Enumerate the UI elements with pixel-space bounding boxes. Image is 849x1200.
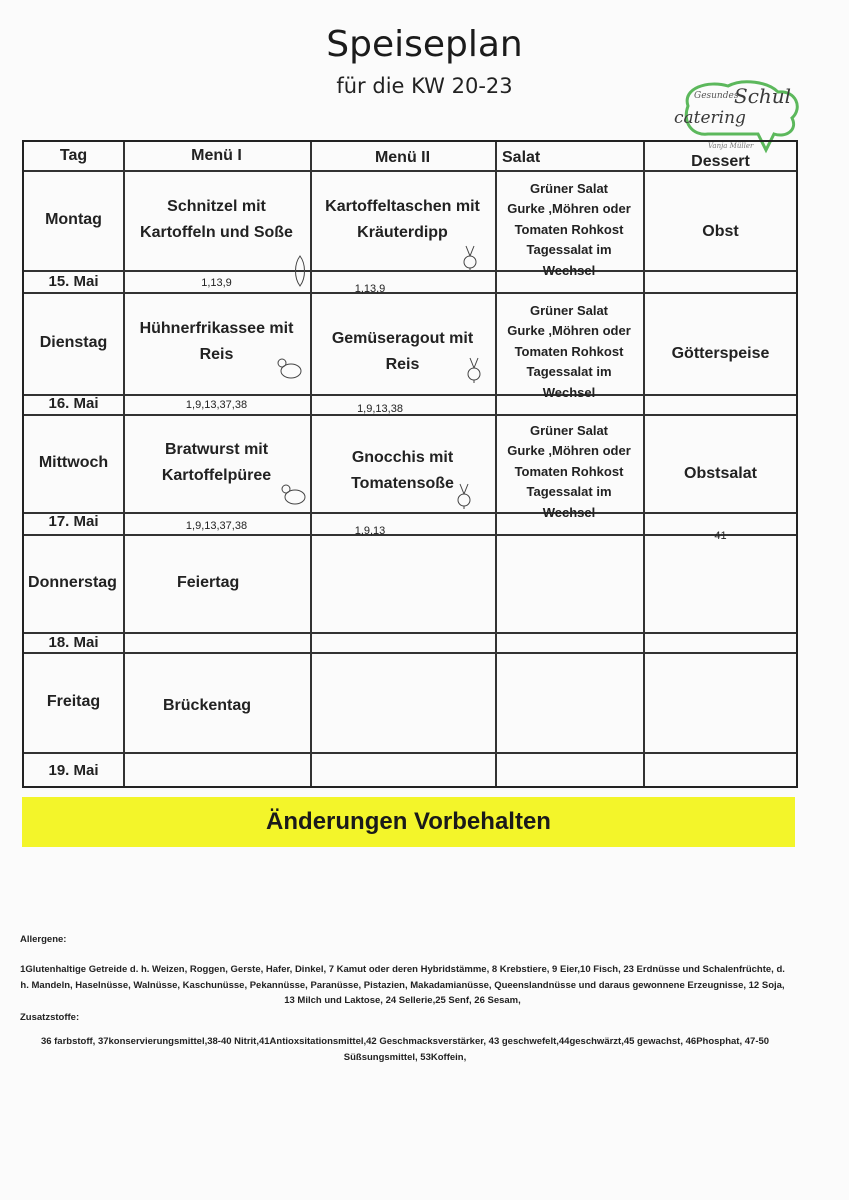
- radish-icon: [464, 354, 484, 384]
- logo-sub-text: catering: [674, 108, 746, 128]
- dessert-text: Obst: [702, 223, 739, 240]
- logo-main-text: Schul: [734, 84, 792, 108]
- additives-text: 36 farbstoff, 37konservierungsmittel,38-40 Nitrit,41Antioxsitationsmittel,42 Geschmacksverstärker, 43 geschwefelt,44geschwärzt,45 gewachst, 46Phosphat, 47-50 Süßsungsmittel, 53Koffein,: [40, 1036, 770, 1063]
- dessert-codes: 41: [714, 530, 727, 542]
- header-salat: Salat: [502, 149, 541, 166]
- header-dessert: Dessert: [691, 153, 750, 170]
- header-menu2: Menü II: [374, 149, 431, 166]
- menu1-codes: 1,9,13,37,38: [185, 520, 248, 532]
- menu1-codes: 1,13,9: [201, 277, 232, 289]
- date-label: 16. Mai: [48, 394, 99, 412]
- salad-text: Grüner Salat Gurke ,Möhren oder Tomaten Rohkost Tagessalat im Wechsel: [507, 180, 631, 278]
- radish-icon: [454, 480, 474, 510]
- date-label: 18. Mai: [48, 633, 99, 651]
- logo-top-text: Gesundes: [694, 91, 739, 101]
- date-label: 15. Mai: [48, 272, 99, 290]
- menu2-dish: Gemüseragout mit Reis: [331, 330, 474, 373]
- salad-text: Grüner Salat Gurke ,Möhren oder Tomaten Rohkost Tagessalat im Wechsel: [507, 302, 631, 400]
- header-menu1: Menü I: [191, 147, 242, 164]
- menu2-codes: 1,13,9: [354, 283, 386, 295]
- menu1-dish: Feiertag: [177, 574, 240, 591]
- menu2-dish: Kartoffeltaschen mit Kräuterdipp: [325, 198, 480, 241]
- chicken-icon: [280, 482, 308, 508]
- salad-text: Grüner Salat Gurke ,Möhren oder Tomaten Rohkost Tagessalat im Wechsel: [507, 422, 631, 520]
- date-label: 17. Mai: [48, 512, 99, 530]
- radish-icon: [460, 242, 480, 272]
- page-title: Speiseplan: [326, 24, 523, 65]
- header-tag: Tag: [59, 147, 88, 164]
- allergens-text: 1Glutenhaltige Getreide d. h. Weizen, Roggen, Gerste, Hafer, Dinkel, 7 Kamut oder deren Hybridstämme, 8 Krebstiere, 9 Eier,10 Fisch, 23 Erdnüsse und Schalenfrüchte, d. h. Mandeln, Haselnüsse, Walnüsse, Kaschunüsse, Pekannüsse, Paranüsse, Pistazien, Makadamianüsse, Queenslandnüsse und daraus gewonnene Erzeugnisse, 12 Soja, 13 Milch und Laktose, 24 Sellerie,25 Senf, 26 Sesam,: [20, 964, 785, 1006]
- menu1-dish: Brückentag: [163, 697, 252, 714]
- allergens-label: Allergene:: [20, 934, 67, 945]
- menu2-codes: 1,9,13: [354, 525, 386, 537]
- day-label: Montag: [45, 211, 102, 228]
- menu1-dish: Schnitzel mit Kartoffeln und Soße: [140, 198, 293, 241]
- menu1-dish: Bratwurst mit Kartoffelpüree: [161, 441, 272, 484]
- day-label: Mittwoch: [38, 454, 109, 471]
- date-label: 19. Mai: [48, 761, 99, 779]
- changes-banner: Änderungen Vorbehalten: [22, 797, 795, 847]
- additives-label: Zusatzstoffe:: [20, 1012, 80, 1023]
- dessert-text: Obstsalat: [684, 465, 757, 482]
- menu1-codes: 1,9,13,37,38: [185, 399, 248, 411]
- day-label: Dienstag: [39, 334, 108, 351]
- day-label: Donnerstag: [28, 574, 117, 591]
- menu2-dish: Gnocchis mit Tomatensoße: [351, 449, 454, 492]
- menu2-codes: 1,9,13,38: [357, 403, 403, 415]
- dessert-text: Götterspeise: [671, 345, 770, 362]
- page-subtitle: für die KW 20-23: [336, 74, 513, 98]
- chicken-icon: [276, 356, 304, 382]
- logo-name-text: Vanja Müller: [708, 142, 754, 150]
- fish-icon: [292, 254, 308, 288]
- day-label: Freitag: [46, 693, 101, 710]
- menu-table: [22, 140, 798, 788]
- menu1-dish: Hühnerfrikassee mit Reis: [139, 320, 294, 363]
